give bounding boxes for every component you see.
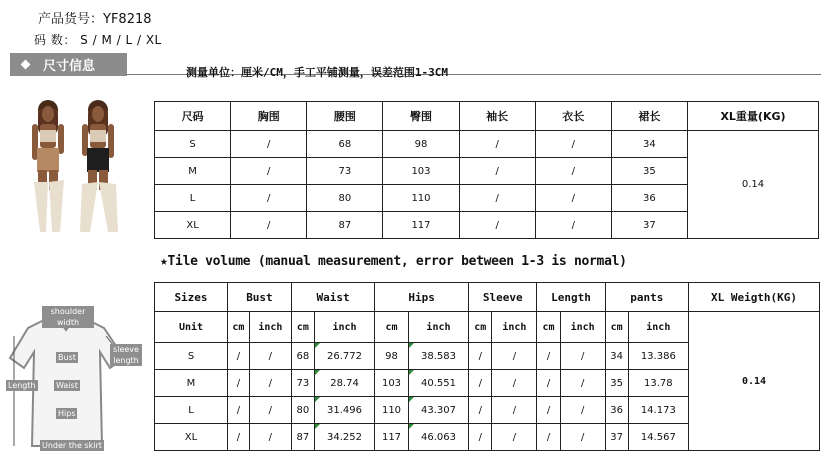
cell: 34.252 — [314, 424, 374, 451]
header-cell: 尺码 — [155, 102, 231, 131]
unit-inch: inch — [314, 312, 374, 343]
size-info-tab — [10, 53, 127, 76]
cell: 46.063 — [408, 424, 468, 451]
cell: 73 — [291, 370, 314, 397]
cell: / — [459, 158, 535, 185]
size-table-cn — [154, 101, 819, 239]
unit-inch: inch — [628, 312, 688, 343]
diagram-label-shoulder: shoulder width — [42, 306, 94, 328]
unit-cm: cm — [605, 312, 628, 343]
cell: / — [231, 131, 307, 158]
cell: 14.567 — [628, 424, 688, 451]
cell: 34 — [611, 131, 687, 158]
cell: / — [492, 424, 537, 451]
cell: 80 — [307, 185, 383, 212]
diamond-icon — [21, 60, 31, 70]
unit-inch: inch — [408, 312, 468, 343]
cell: 36 — [611, 185, 687, 212]
cell: 31.496 — [314, 397, 374, 424]
diagram-label-length: Length — [8, 381, 36, 390]
cell: 40.551 — [408, 370, 468, 397]
table-header-row — [155, 102, 819, 131]
cell: / — [537, 424, 560, 451]
cell: 87 — [291, 424, 314, 451]
unit-inch: inch — [249, 312, 291, 343]
cell: / — [535, 131, 611, 158]
garment-diagram — [6, 296, 140, 454]
cell: L — [155, 397, 228, 424]
header-cell: Length — [537, 283, 605, 312]
cell: / — [537, 397, 560, 424]
weight-cell: 0.14 — [688, 131, 819, 239]
diagram-label-hips: Hips — [58, 409, 76, 418]
cell: / — [459, 212, 535, 239]
cell: 68 — [307, 131, 383, 158]
cell: 13.78 — [628, 370, 688, 397]
header-cell: Sizes — [155, 283, 228, 312]
cell: / — [459, 185, 535, 212]
cell: 28.74 — [314, 370, 374, 397]
cell: 37 — [605, 424, 628, 451]
header-cell: 袖长 — [459, 102, 535, 131]
cell: 35 — [611, 158, 687, 185]
unit-label: Unit — [155, 312, 228, 343]
header-cell: 裙长 — [611, 102, 687, 131]
cell: XL — [155, 424, 228, 451]
cell: / — [249, 343, 291, 370]
cell: / — [560, 397, 605, 424]
cell: 34 — [605, 343, 628, 370]
cell: / — [231, 212, 307, 239]
cell: 43.307 — [408, 397, 468, 424]
cell: / — [535, 212, 611, 239]
cell: 37 — [611, 212, 687, 239]
cell: / — [228, 343, 250, 370]
cell: 87 — [307, 212, 383, 239]
unit-cm: cm — [537, 312, 560, 343]
diagram-label-bust: Bust — [58, 353, 76, 362]
cell: / — [537, 370, 560, 397]
unit-cm: cm — [375, 312, 409, 343]
header-cell: 腰围 — [307, 102, 383, 131]
cell: 73 — [307, 158, 383, 185]
cell: / — [249, 370, 291, 397]
cell: XL — [155, 212, 231, 239]
cell: 117 — [375, 424, 409, 451]
diagram-label-sleeve: sleeve length — [110, 344, 142, 366]
header-cell: XL Weigth(KG) — [689, 283, 820, 312]
cell: / — [535, 158, 611, 185]
cell: M — [155, 158, 231, 185]
cell: 117 — [383, 212, 459, 239]
cell: / — [560, 370, 605, 397]
cell: 38.583 — [408, 343, 468, 370]
cell: 98 — [383, 131, 459, 158]
cell: 103 — [383, 158, 459, 185]
cell: S — [155, 131, 231, 158]
cell: / — [560, 343, 605, 370]
table-en-title: ★Tile volume (manual measurement, error between 1-3 is normal) — [160, 254, 627, 269]
header-cell: Bust — [228, 283, 292, 312]
cell: / — [469, 370, 492, 397]
cell: 110 — [375, 397, 409, 424]
cell: 26.772 — [314, 343, 374, 370]
unit-cm: cm — [291, 312, 314, 343]
cell: / — [535, 185, 611, 212]
header-cell: pants — [605, 283, 688, 312]
unit-cm: cm — [469, 312, 492, 343]
cell: 68 — [291, 343, 314, 370]
cell: 35 — [605, 370, 628, 397]
cell: L — [155, 185, 231, 212]
size-values: S / M / L / XL — [80, 33, 162, 47]
header-cell: Hips — [375, 283, 469, 312]
diagram-label-waist: Waist — [56, 381, 78, 390]
size-info-label: 尺寸信息 — [43, 59, 96, 74]
model-photo — [18, 100, 133, 240]
cell: 14.173 — [628, 397, 688, 424]
cell: 13.386 — [628, 343, 688, 370]
cell: / — [249, 424, 291, 451]
cell: / — [469, 343, 492, 370]
cell: / — [459, 131, 535, 158]
unit-row — [155, 312, 820, 343]
cell: / — [249, 397, 291, 424]
table-row — [155, 131, 819, 158]
cell: / — [469, 424, 492, 451]
cell: / — [537, 343, 560, 370]
header-cell: 胸围 — [231, 102, 307, 131]
unit-inch: inch — [492, 312, 537, 343]
cell: / — [231, 185, 307, 212]
measure-note: 测量单位：厘米/CM，手工平铺测量，误差范围1-3CM — [186, 66, 448, 79]
cell: / — [492, 370, 537, 397]
cell: / — [228, 370, 250, 397]
unit-cm: cm — [228, 312, 250, 343]
unit-inch: inch — [560, 312, 605, 343]
table-header-row — [155, 283, 820, 312]
cell: / — [228, 397, 250, 424]
cell: 36 — [605, 397, 628, 424]
header-cell: 衣长 — [535, 102, 611, 131]
cell: 110 — [383, 185, 459, 212]
size-range — [34, 31, 162, 48]
cell: 80 — [291, 397, 314, 424]
size-table-en — [154, 282, 820, 451]
cell: 98 — [375, 343, 409, 370]
cell: M — [155, 370, 228, 397]
header-cell: Waist — [291, 283, 374, 312]
cell: / — [492, 343, 537, 370]
product-code: 产品货号：YF8218 — [38, 12, 152, 27]
header-cell: Sleeve — [469, 283, 537, 312]
weight-cell: 0.14 — [689, 312, 820, 451]
cell: / — [231, 158, 307, 185]
cell: / — [492, 397, 537, 424]
diagram-label-under-skirt: Under the skirt — [42, 441, 102, 450]
size-label: 码 数： — [34, 33, 76, 47]
header-cell: XL重量(KG) — [688, 102, 819, 131]
cell: S — [155, 343, 228, 370]
cell: / — [228, 424, 250, 451]
cell: / — [469, 397, 492, 424]
header-cell: 臀围 — [383, 102, 459, 131]
cell: 103 — [375, 370, 409, 397]
cell: / — [560, 424, 605, 451]
